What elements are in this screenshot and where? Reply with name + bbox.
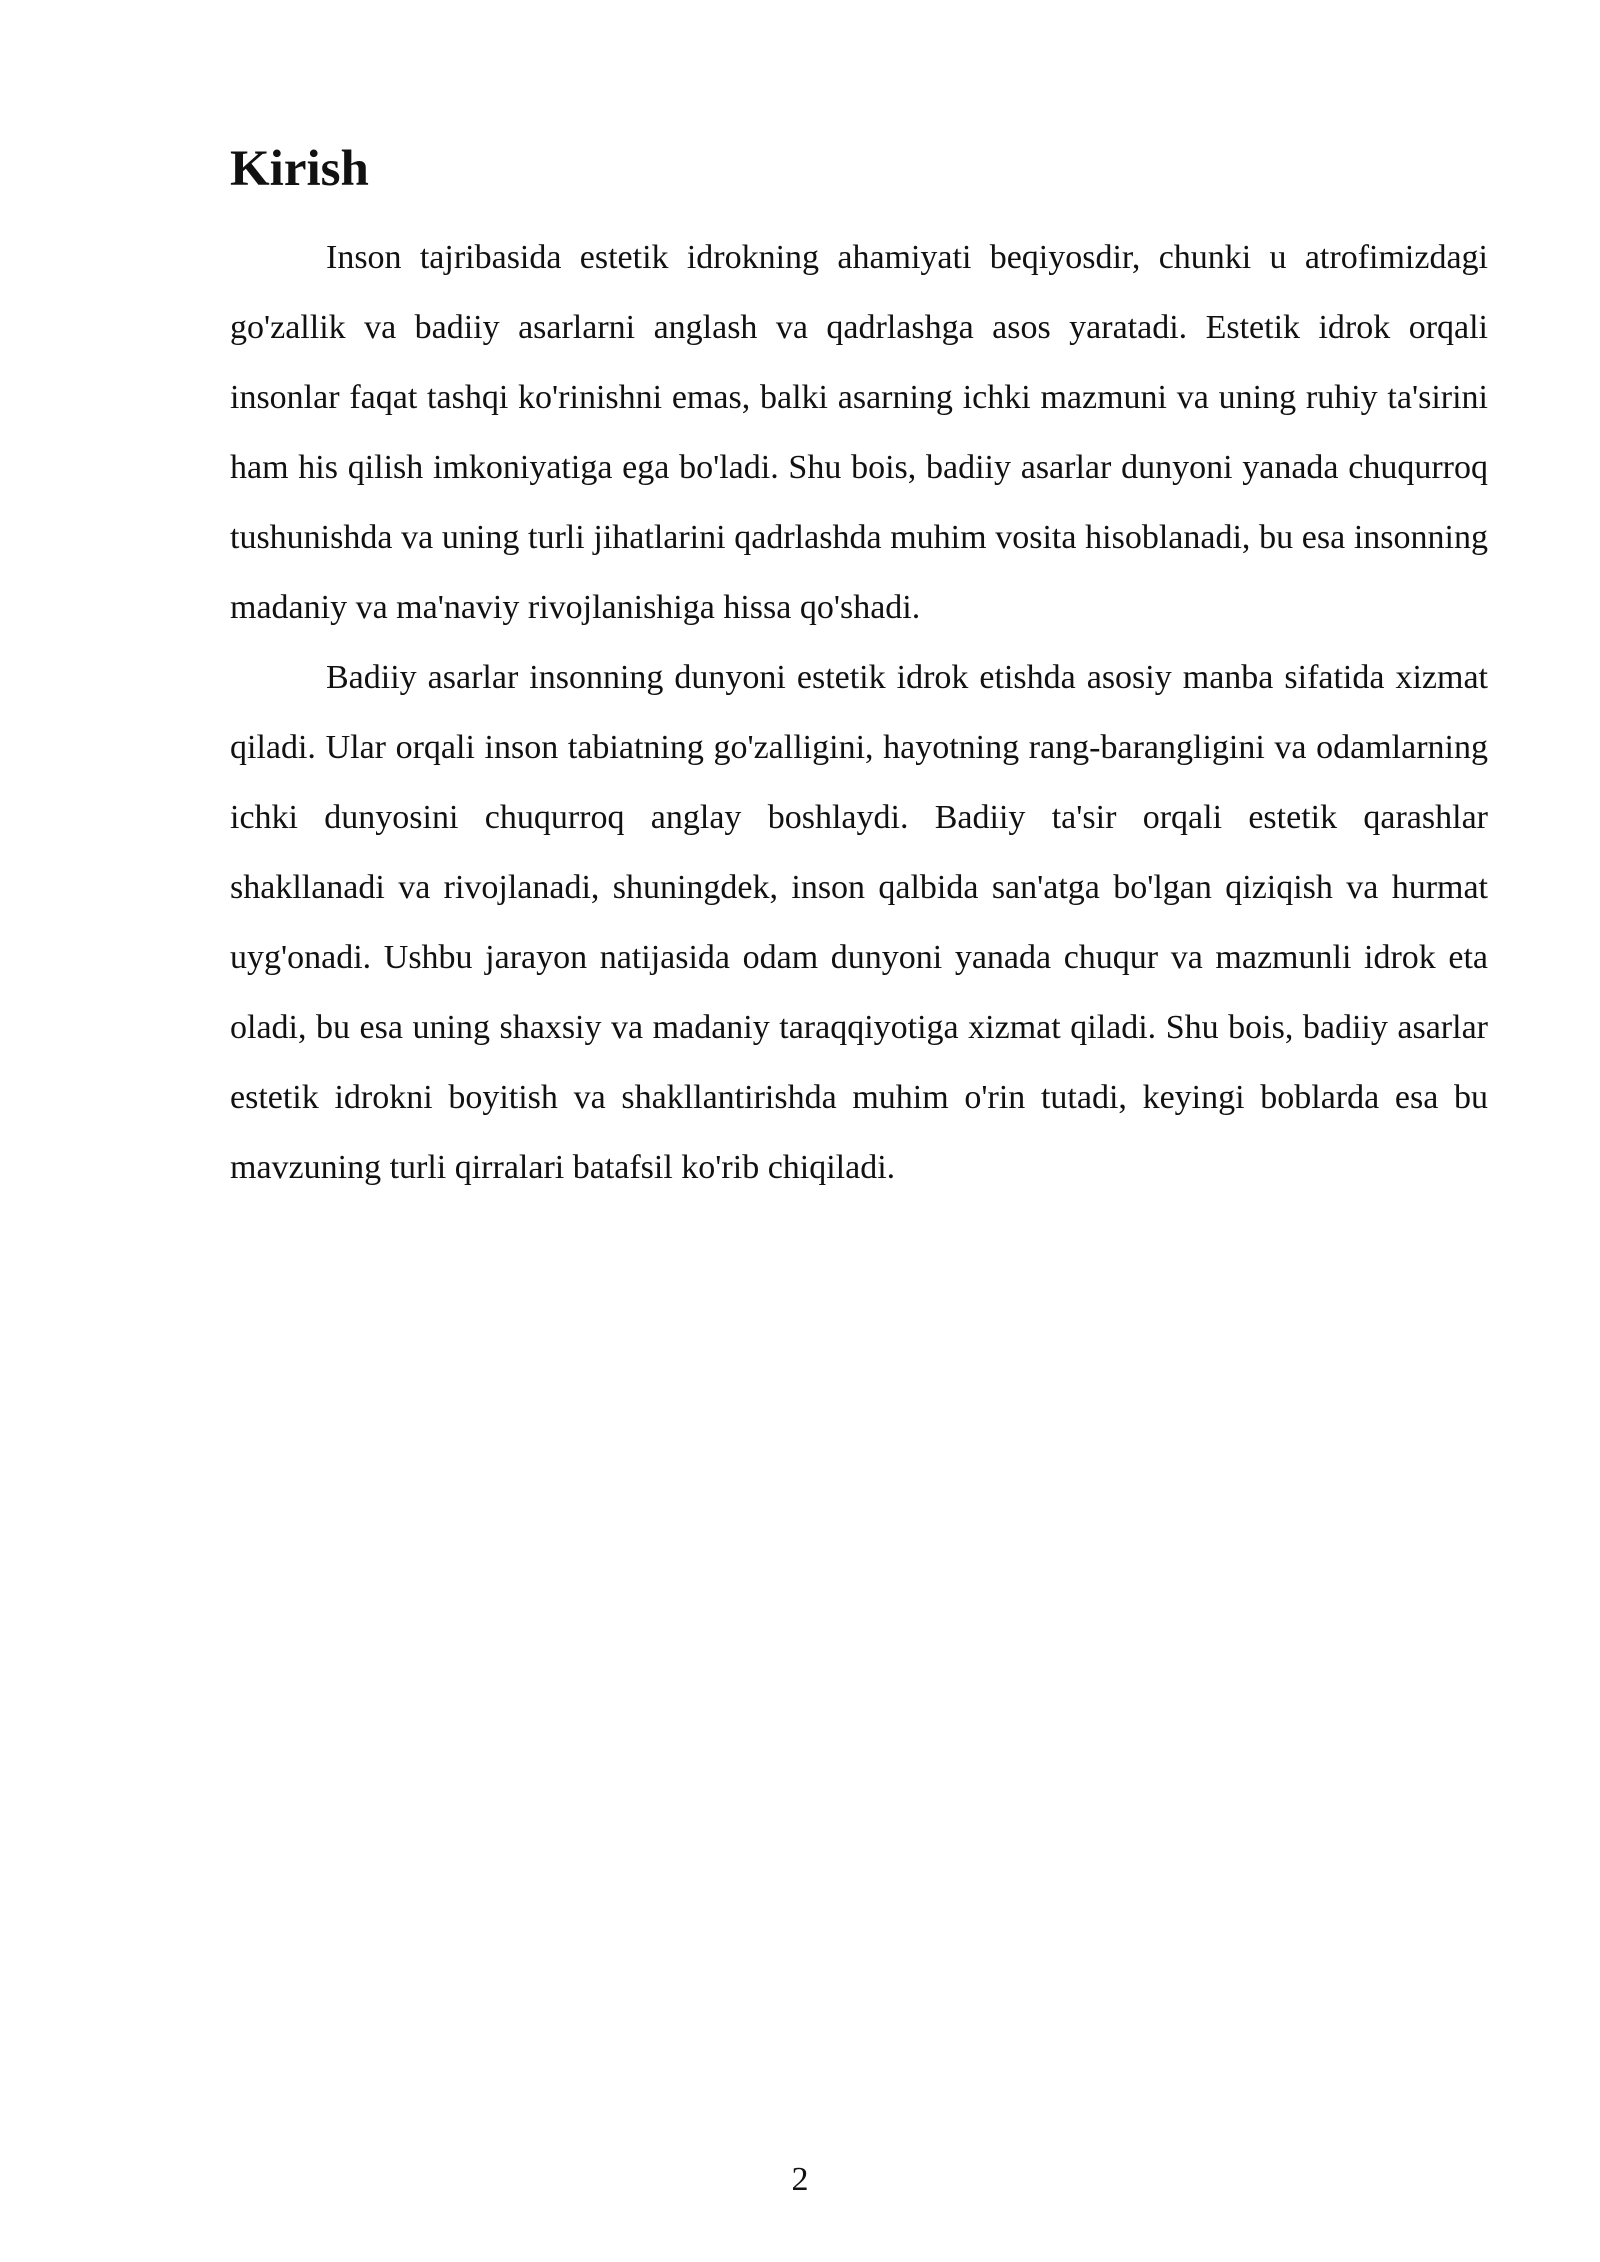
page-number: 2 (791, 2161, 809, 2198)
paragraph-2: Badiiy asarlar insonning dunyoni estetik idrok etishda asosiy manba sifatida xizmat qiladi. Ular orqali inson tabiatning go'zalligini, hayotning rang-barangligini va odamlarning ichki dunyosini chuqurroq anglay boshlaydi. Badiiy ta'sir orqali estetik qarashlar shakllanadi va rivojlanadi, shuningdek, inson qalbida san'atga bo'lgan qiziqish va hurmat uyg'onadi. Ushbu jarayon natijasida odam dunyoni yanada chuqur va mazmunli idrok eta oladi, bu esa uning shaxsiy va madaniy taraqqiyotiga xizmat qiladi. Shu bois, badiiy asarlar estetik idrokni boyitish va shakllantirishda muhim o'rin tutadi, keyingi boblarda esa bu mavzuning turli qirralari batafsil ko'rib chiqiladi. (230, 659, 1488, 1186)
section-heading: Kirish (230, 141, 369, 197)
paragraph-1: Inson tajribasida estetik idrokning ahamiyati beqiyosdir, chunki u atrofimizdagi go'zallik va badiiy asarlarni anglash va qadrlashga asos yaratadi. Estetik idrok orqali insonlar faqat tashqi ko'rinishni emas, balki asarning ichki mazmuni va uning ruhiy ta'sirini ham his qilish imkoniyatiga ega bo'ladi. Shu bois, badiiy asarlar dunyoni yanada chuqurroq tushunishda va uning turli jihatlarini qadrlashda muhim vosita hisoblanadi, bu esa insonning madaniy va ma'naviy rivojlanishiga hissa qo'shadi. (230, 239, 1488, 626)
page-content (230, 138, 1488, 1203)
